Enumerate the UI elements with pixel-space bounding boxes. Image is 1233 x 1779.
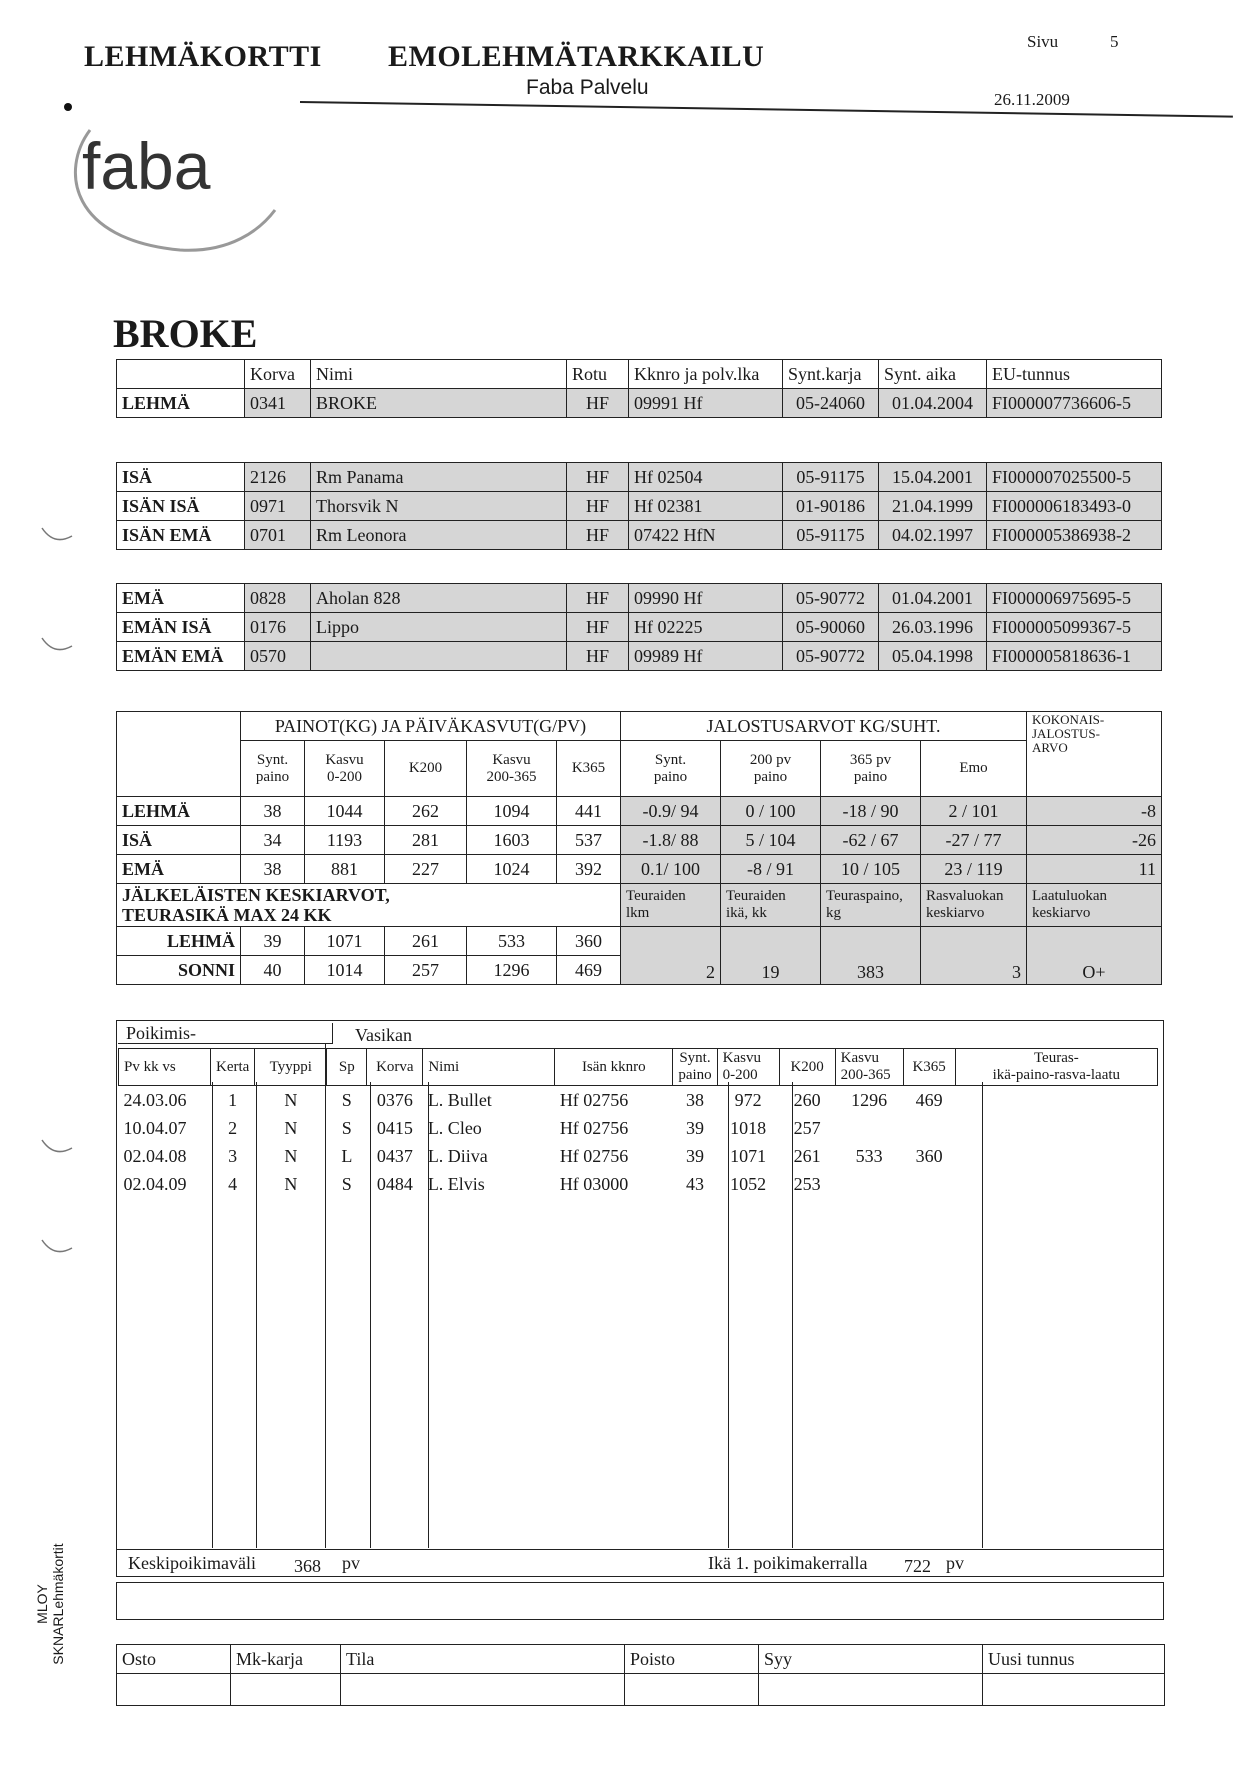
calving-row [119, 1114, 1158, 1142]
interval-unit: pv [342, 1553, 360, 1573]
cell-aika: 04.02.1997 [879, 521, 987, 550]
cell-kasvu1: 1071 [305, 927, 385, 956]
cell-bv-200: 5 / 104 [721, 826, 821, 855]
cell-tyyppi: N [284, 1173, 298, 1194]
cell-nimi [311, 642, 567, 671]
footer-table [116, 1644, 1165, 1706]
slaughter-count: 2 [621, 927, 721, 985]
col-header-sp: Sp [327, 1049, 367, 1086]
cell-karja: 05-24060 [783, 389, 879, 418]
cell-kknro: Hf 02225 [629, 613, 783, 642]
sire-row [117, 463, 1162, 492]
punch-hole-icon [42, 1140, 72, 1152]
cell-bv-365: -18 / 90 [821, 797, 921, 826]
dam-table [116, 583, 1162, 671]
cell-k200: 227 [385, 855, 467, 884]
cell-korva: 2126 [245, 463, 311, 492]
cell-bv-200: -8 / 91 [721, 855, 821, 884]
slaughter-header-age: Teuraiden ikä, kk [721, 884, 821, 927]
cell-aika: 15.04.2001 [879, 463, 987, 492]
cell-synt: 39 [685, 1117, 704, 1138]
cell-kasvu1: 1018 [730, 1117, 767, 1138]
cell-total: -8 [1027, 797, 1162, 826]
col-header-kknro: Kknro ja polv.lka [629, 360, 783, 389]
cell-rotu: HF [567, 613, 629, 642]
cell-rotu: HF [567, 584, 629, 613]
cell-synt: 38 [241, 797, 305, 826]
cell-teuras [955, 1142, 1157, 1170]
cell-nimi: L. Cleo [427, 1117, 482, 1138]
total-value-title: KOKONAIS- JALOSTUS- ARVO [1027, 712, 1162, 797]
cell-nimi: L. Bullet [427, 1089, 492, 1110]
col-header-eu: EU-tunnus [987, 360, 1162, 389]
row-label: SONNI [117, 956, 241, 985]
cell-synt: 40 [241, 956, 305, 985]
footer-syy: Syy [759, 1645, 983, 1674]
page-label: Sivu [1027, 32, 1059, 51]
cell-kerta: 3 [228, 1145, 238, 1166]
cell-karja: 01-90186 [783, 492, 879, 521]
cell-date: 24.03.06 [123, 1089, 187, 1110]
interval-label: Keskipoikimaväli [128, 1553, 256, 1573]
cell-aika: 05.04.1998 [879, 642, 987, 671]
calving-row [119, 1170, 1158, 1198]
cell-sp: L [341, 1145, 353, 1166]
calving-row [119, 1142, 1158, 1170]
weights-table [116, 711, 1162, 985]
cell-kasvu2: 1296 [851, 1089, 888, 1110]
cell-synt: 43 [685, 1173, 704, 1194]
col-header-date: Pv kk vs [119, 1049, 211, 1086]
cell-sp: S [341, 1089, 352, 1110]
footer-mk-karja: Mk-karja [231, 1645, 341, 1674]
cell-kasvu1: 1014 [305, 956, 385, 985]
row-label: ISÄ [117, 463, 245, 492]
cell-date: 02.04.08 [123, 1145, 187, 1166]
cell-sp: S [341, 1173, 352, 1194]
cell-teuras [955, 1114, 1157, 1142]
cell-kknro: 09989 Hf [629, 642, 783, 671]
col-header-synt: Synt. paino [673, 1049, 717, 1086]
cell-kasvu2 [835, 1114, 903, 1142]
cell-korva: 0484 [376, 1173, 413, 1194]
cell-synt: 38 [241, 855, 305, 884]
cell-kasvu1: 1193 [305, 826, 385, 855]
cell-kasvu2: 1094 [467, 797, 557, 826]
cell-rotu: HF [567, 492, 629, 521]
cell-sp: S [341, 1117, 352, 1138]
row-label: ISÄN EMÄ [117, 521, 245, 550]
dam-dam-row [117, 642, 1162, 671]
header-subtitle: Faba Palvelu [526, 76, 649, 99]
cow-row [117, 389, 1162, 418]
cell-korva: 0570 [245, 642, 311, 671]
cell-korva: 0415 [376, 1117, 413, 1138]
cell-teuras [955, 1086, 1157, 1115]
slaughter-header-fat: Rasvaluokan keskiarvo [921, 884, 1027, 927]
calvings-col-rule [428, 1082, 429, 1548]
footer-osto-value [117, 1674, 231, 1706]
cell-k200: 257 [793, 1117, 821, 1138]
dam-sire-row [117, 613, 1162, 642]
offspring-row-heifer [117, 927, 1162, 956]
cell-kasvu1: 972 [734, 1089, 762, 1110]
header-rule [300, 101, 1233, 118]
sire-sire-row [117, 492, 1162, 521]
cell-isa: Hf 02756 [559, 1117, 629, 1138]
footer-poisto: Poisto [625, 1645, 759, 1674]
col-header-isan-kknro: Isän kknro [555, 1049, 673, 1086]
cell-kerta: 4 [228, 1173, 238, 1194]
cell-nimi: Rm Panama [311, 463, 567, 492]
cell-total: -26 [1027, 826, 1162, 855]
cell-kknro: 07422 HfN [629, 521, 783, 550]
cell-synt: 38 [685, 1089, 704, 1110]
breeding-section-title: JALOSTUSARVOT KG/SUHT. [621, 712, 1027, 741]
cell-kknro: 09990 Hf [629, 584, 783, 613]
cell-k365: 360 [915, 1145, 943, 1166]
program-title: EMOLEHMÄTARKKAILU [388, 40, 765, 73]
slaughter-quality: O+ [1027, 927, 1162, 985]
cell-isa: Hf 02756 [559, 1089, 629, 1110]
cell-date: 10.04.07 [123, 1117, 187, 1138]
cell-bv-365: 10 / 105 [821, 855, 921, 884]
weights-row-sire [117, 826, 1162, 855]
cell-k200: 253 [793, 1173, 821, 1194]
row-label: EMÄN ISÄ [117, 613, 245, 642]
cell-k200: 281 [385, 826, 467, 855]
cell-nimi: Thorsvik N [311, 492, 567, 521]
cell-k365: 469 [557, 956, 621, 985]
punch-holes [34, 500, 74, 1300]
dam-row [117, 584, 1162, 613]
sire-table [116, 462, 1162, 550]
col-header-karja: Synt.karja [783, 360, 879, 389]
cell-eu: FI000005099367-5 [987, 613, 1162, 642]
cell-korva: 0971 [245, 492, 311, 521]
interval-row [116, 1548, 1164, 1577]
cell-bv-365: -62 / 67 [821, 826, 921, 855]
row-label: LEHMÄ [117, 927, 241, 956]
cell-nimi: L. Diiva [427, 1145, 488, 1166]
cell-eu: FI000006975695-5 [987, 584, 1162, 613]
slaughter-fat: 3 [921, 927, 1027, 985]
cell-bv-emo: 23 / 119 [921, 855, 1027, 884]
cell-synt: 39 [241, 927, 305, 956]
cell-k365 [903, 1170, 955, 1198]
identity-corner [117, 360, 245, 389]
footer-osto: Osto [117, 1645, 231, 1674]
calvings-col-rule [792, 1082, 793, 1548]
cell-eu: FI000007736606-5 [987, 389, 1162, 418]
interval-value: 368 [294, 1556, 321, 1576]
col-header-aika: Synt. aika [879, 360, 987, 389]
cell-k365: 469 [915, 1089, 943, 1110]
cell-eu: FI000005386938-2 [987, 521, 1162, 550]
cell-kknro: 09991 Hf [629, 389, 783, 418]
footer-syy-value [759, 1674, 983, 1706]
slaughter-age: 19 [721, 927, 821, 985]
cell-eu: FI000005818636-1 [987, 642, 1162, 671]
row-label: LEHMÄ [117, 797, 241, 826]
cell-rotu: HF [567, 463, 629, 492]
footer-tila-value [341, 1674, 625, 1706]
cell-bv-synt: -0.9/ 94 [621, 797, 721, 826]
cell-kasvu1: 1052 [730, 1173, 767, 1194]
cell-k200: 257 [385, 956, 467, 985]
cell-aika: 01.04.2001 [879, 584, 987, 613]
col-k200: K200 [385, 741, 467, 797]
row-label: EMÄ [117, 584, 245, 613]
cell-k200: 261 [385, 927, 467, 956]
identity-table [116, 359, 1162, 418]
first-age-label: Ikä 1. poikimakerralla [708, 1553, 868, 1573]
cell-nimi: L. Elvis [427, 1173, 485, 1194]
cell-k365: 360 [557, 927, 621, 956]
weights-row-cow [117, 797, 1162, 826]
cell-kasvu2 [835, 1170, 903, 1198]
calvings-col-rule [370, 1082, 371, 1548]
row-label: EMÄ [117, 855, 241, 884]
print-date: 26.11.2009 [994, 90, 1070, 109]
row-label: EMÄN EMÄ [117, 642, 245, 671]
punch-hole-icon [42, 1240, 72, 1252]
calvings-table [118, 1048, 1158, 1198]
col-k365: K365 [557, 741, 621, 797]
cell-kasvu2: 533 [467, 927, 557, 956]
slaughter-header-quality: Laatuluokan keskiarvo [1027, 884, 1162, 927]
cell-korva: 0376 [376, 1089, 413, 1110]
cell-eu: FI000007025500-5 [987, 463, 1162, 492]
cell-korva: 0176 [245, 613, 311, 642]
cell-bv-200: 0 / 100 [721, 797, 821, 826]
cell-bv-synt: 0.1/ 100 [621, 855, 721, 884]
cell-k365: 441 [557, 797, 621, 826]
col-bv-emo: Emo [921, 741, 1027, 797]
cell-k200: 262 [385, 797, 467, 826]
footer-tila: Tila [341, 1645, 625, 1674]
col-header-korva: Korva [245, 360, 311, 389]
cell-kasvu2: 1296 [467, 956, 557, 985]
cell-nimi: Lippo [311, 613, 567, 642]
calf-group-title: Vasikan [355, 1025, 412, 1045]
slaughter-header-weight: Teuraspaino, kg [821, 884, 921, 927]
col-header-tyyppi: Tyyppi [255, 1049, 327, 1086]
calving-row [119, 1086, 1158, 1115]
cell-kerta: 2 [228, 1117, 238, 1138]
weights-section-title: PAINOT(KG) JA PÄIVÄKASVUT(G/PV) [241, 712, 621, 741]
cell-korva: 0828 [245, 584, 311, 613]
cell-nimi: Rm Leonora [311, 521, 567, 550]
cell-karja: 05-90772 [783, 642, 879, 671]
weights-row-dam [117, 855, 1162, 884]
calvings-col-rule [256, 1082, 257, 1548]
cell-kasvu1: 1044 [305, 797, 385, 826]
col-bv-365: 365 pv paino [821, 741, 921, 797]
cell-date: 02.04.09 [123, 1173, 187, 1194]
punch-hole-icon [42, 638, 72, 650]
faba-logo [60, 100, 280, 270]
cell-karja: 05-90772 [783, 584, 879, 613]
row-label: LEHMÄ [117, 389, 245, 418]
slaughter-header-count: Teuraiden lkm [621, 884, 721, 927]
cell-synt: 34 [241, 826, 305, 855]
cell-aika: 26.03.1996 [879, 613, 987, 642]
first-age-unit: pv [946, 1553, 964, 1573]
side-form-code: MLOY SKNARLehmäkortit [34, 1543, 66, 1665]
col-kasvu-200-365: Kasvu 200-365 [467, 741, 557, 797]
calvings-col-rule [212, 1082, 213, 1548]
cell-kknro: Hf 02381 [629, 492, 783, 521]
cell-k200: 260 [793, 1089, 821, 1110]
cell-isa: Hf 03000 [559, 1173, 629, 1194]
calving-group-title: Poikimis- [118, 1023, 333, 1044]
col-header-nimi: Nimi [311, 360, 567, 389]
row-label: ISÄ [117, 826, 241, 855]
logo-text: faba [82, 129, 211, 203]
cell-rotu: HF [567, 389, 629, 418]
cell-kasvu2: 1024 [467, 855, 557, 884]
cell-k365: 392 [557, 855, 621, 884]
cell-tyyppi: N [284, 1145, 298, 1166]
row-label: ISÄN ISÄ [117, 492, 245, 521]
weights-corner [117, 712, 241, 797]
cell-k200: 261 [793, 1145, 821, 1166]
col-header-teuras: Teuras- ikä-paino-rasva-laatu [955, 1049, 1157, 1086]
cell-aika: 21.04.1999 [879, 492, 987, 521]
cell-bv-emo: 2 / 101 [921, 797, 1027, 826]
cell-eu: FI000006183493-0 [987, 492, 1162, 521]
col-header-korva: Korva [367, 1049, 423, 1086]
cell-aika: 01.04.2004 [879, 389, 987, 418]
footer-poisto-value [625, 1674, 759, 1706]
cell-total: 11 [1027, 855, 1162, 884]
cell-kasvu1: 1071 [730, 1145, 767, 1166]
offspring-title: JÄLKELÄISTEN KESKIARVOT, TEURASIKÄ MAX 24 KK [117, 884, 621, 927]
cell-kerta: 1 [228, 1089, 238, 1110]
sire-dam-row [117, 521, 1162, 550]
cell-rotu: HF [567, 521, 629, 550]
slaughter-weight: 383 [821, 927, 921, 985]
cell-nimi: BROKE [311, 389, 567, 418]
calvings-col-rule [728, 1082, 729, 1548]
col-bv-200: 200 pv paino [721, 741, 821, 797]
page-number: 5 [1110, 32, 1119, 51]
cell-kasvu2: 1603 [467, 826, 557, 855]
cell-karja: 05-90060 [783, 613, 879, 642]
col-bv-synt: Synt. paino [621, 741, 721, 797]
cell-rotu: HF [567, 642, 629, 671]
col-header-nimi: Nimi [423, 1049, 555, 1086]
col-header-k365: K365 [903, 1049, 955, 1086]
col-header-rotu: Rotu [567, 360, 629, 389]
card-title: LEHMÄKORTTI [84, 40, 322, 73]
cell-karja: 05-91175 [783, 521, 879, 550]
first-age-value: 722 [904, 1556, 931, 1576]
notes-box [116, 1582, 1164, 1620]
cell-kasvu2: 533 [855, 1145, 883, 1166]
cell-tyyppi: N [284, 1089, 298, 1110]
cell-nimi: Aholan 828 [311, 584, 567, 613]
footer-uusi-tunnus: Uusi tunnus [983, 1645, 1165, 1674]
calvings-col-rule [982, 1082, 983, 1548]
col-header-kerta: Kerta [211, 1049, 255, 1086]
footer-mk-karja-value [231, 1674, 341, 1706]
cell-bv-synt: -1.8/ 88 [621, 826, 721, 855]
footer-uusi-tunnus-value [983, 1674, 1165, 1706]
cell-karja: 05-91175 [783, 463, 879, 492]
cell-tyyppi: N [284, 1117, 298, 1138]
cell-synt: 39 [685, 1145, 704, 1166]
cell-isa: Hf 02756 [559, 1145, 629, 1166]
col-header-k200: K200 [779, 1049, 835, 1086]
cell-korva: 0341 [245, 389, 311, 418]
cell-k365: 537 [557, 826, 621, 855]
cell-k365 [903, 1114, 955, 1142]
cell-teuras [955, 1170, 1157, 1198]
animal-name: BROKE [113, 311, 258, 356]
cell-kasvu1: 881 [305, 855, 385, 884]
cell-korva: 0701 [245, 521, 311, 550]
cell-bv-emo: -27 / 77 [921, 826, 1027, 855]
cell-kknro: Hf 02504 [629, 463, 783, 492]
cell-korva: 0437 [376, 1145, 413, 1166]
col-header-kasvu2: Kasvu 200-365 [835, 1049, 903, 1086]
col-synt: Synt. paino [241, 741, 305, 797]
col-kasvu-0-200: Kasvu 0-200 [305, 741, 385, 797]
col-header-kasvu1: Kasvu 0-200 [717, 1049, 779, 1086]
punch-hole-icon [42, 528, 72, 540]
